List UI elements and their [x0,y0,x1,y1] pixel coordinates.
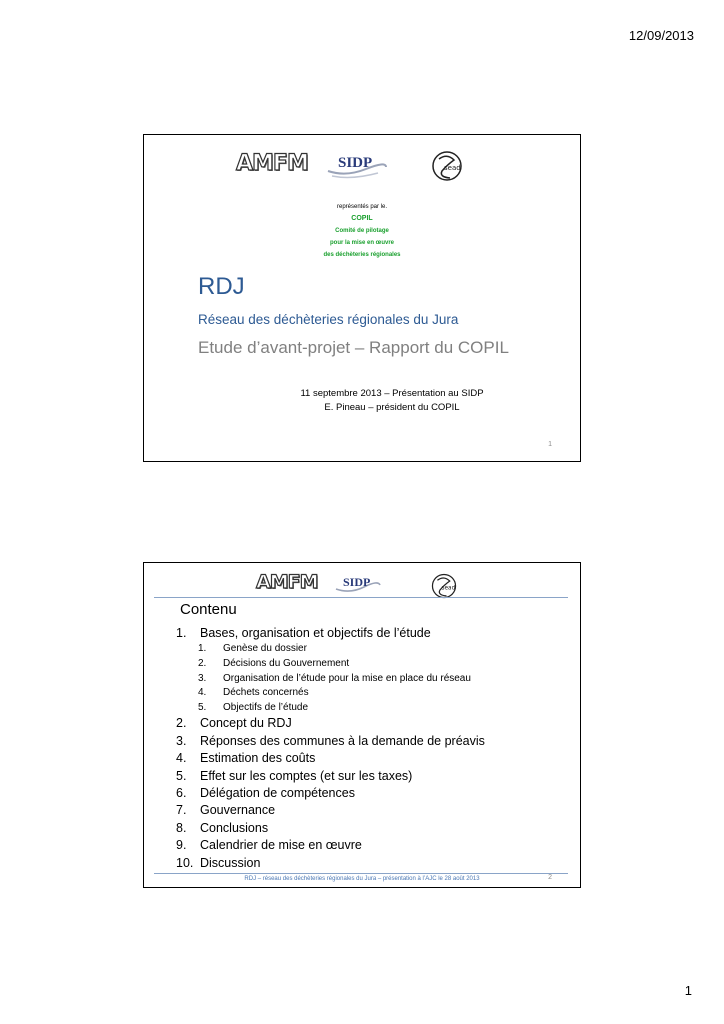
amfm-logo: AMFM [236,151,308,176]
contents-list [176,625,485,872]
svg-text:sead: sead [444,164,461,172]
slide-footer: RDJ – réseau des déchèteries régionales du Jura – présentation à l’AJC le 28 août 2013 [244,876,480,882]
sead-logo [430,149,464,183]
list-item: 3. Réponses des communes à la demande de préavis [176,733,485,748]
sub-list-item: 3. Organisation de l’étude pour la mise en place du réseau [198,672,471,684]
slide-title: Contenu [180,601,237,618]
slide-1 [143,134,581,462]
presenter: E. Pineau – président du COPIL [324,402,460,413]
header-divider [154,597,568,598]
slide-subtitle: Réseau des déchèteries régionales du Jura [198,312,459,327]
sidp-logo [326,149,388,181]
list-item: 5. Effet sur les comptes (et sur les taxes) [176,768,413,783]
slide-number: 1 [548,441,552,448]
list-item: 1. Bases, organisation et objectifs de l’étude [176,626,431,640]
slide-heading: Etude d’avant-projet – Rapport du COPIL [198,338,509,357]
amfm-logo: AMFM [256,571,318,593]
svg-text:SIDP: SIDP [338,155,373,171]
sub-list-item: 2. Décisions du Gouvernement [198,658,350,669]
slide-number: 2 [548,874,552,881]
svg-text:SIDP: SIDP [343,575,371,589]
sub-list-item: 1. Genèse du dossier [198,643,307,655]
copil-line: Comité de pilotage [335,228,389,234]
list-item: 7. Gouvernance [176,803,276,818]
page-number: 1 [684,983,692,998]
footer-divider [154,873,568,874]
list-item: 8. Conclusions [176,820,269,835]
list-item: 9. Calendrier de mise en œuvre [176,838,362,853]
copil-line: des déchèteries régionales [323,252,401,258]
copil-label: COPIL [351,215,373,222]
slide-title: RDJ [198,273,245,300]
presentation-info [174,387,610,415]
copil-line: pour la mise en œuvre [329,240,395,246]
represented-by: représentés par le. [336,204,388,210]
sidp-logo [334,571,382,597]
list-item: 4. Estimation des coûts [176,751,316,766]
svg-text:sead: sead [441,585,456,592]
slide-2 [143,562,581,888]
list-item: 10. Discussion [176,855,261,870]
presentation-date: 11 septembre 2013 – Présentation au SIDP [300,388,484,399]
sub-list-item: 4. Déchets concernés [198,687,309,699]
list-item: 2. Concept du RDJ [176,716,292,731]
list-item: 6. Délégation de compétences [176,786,355,800]
copil-block [144,201,580,261]
sub-list-item: 5. Objectifs de l’étude [198,701,309,713]
page-date: 12/09/2013 [628,28,694,43]
